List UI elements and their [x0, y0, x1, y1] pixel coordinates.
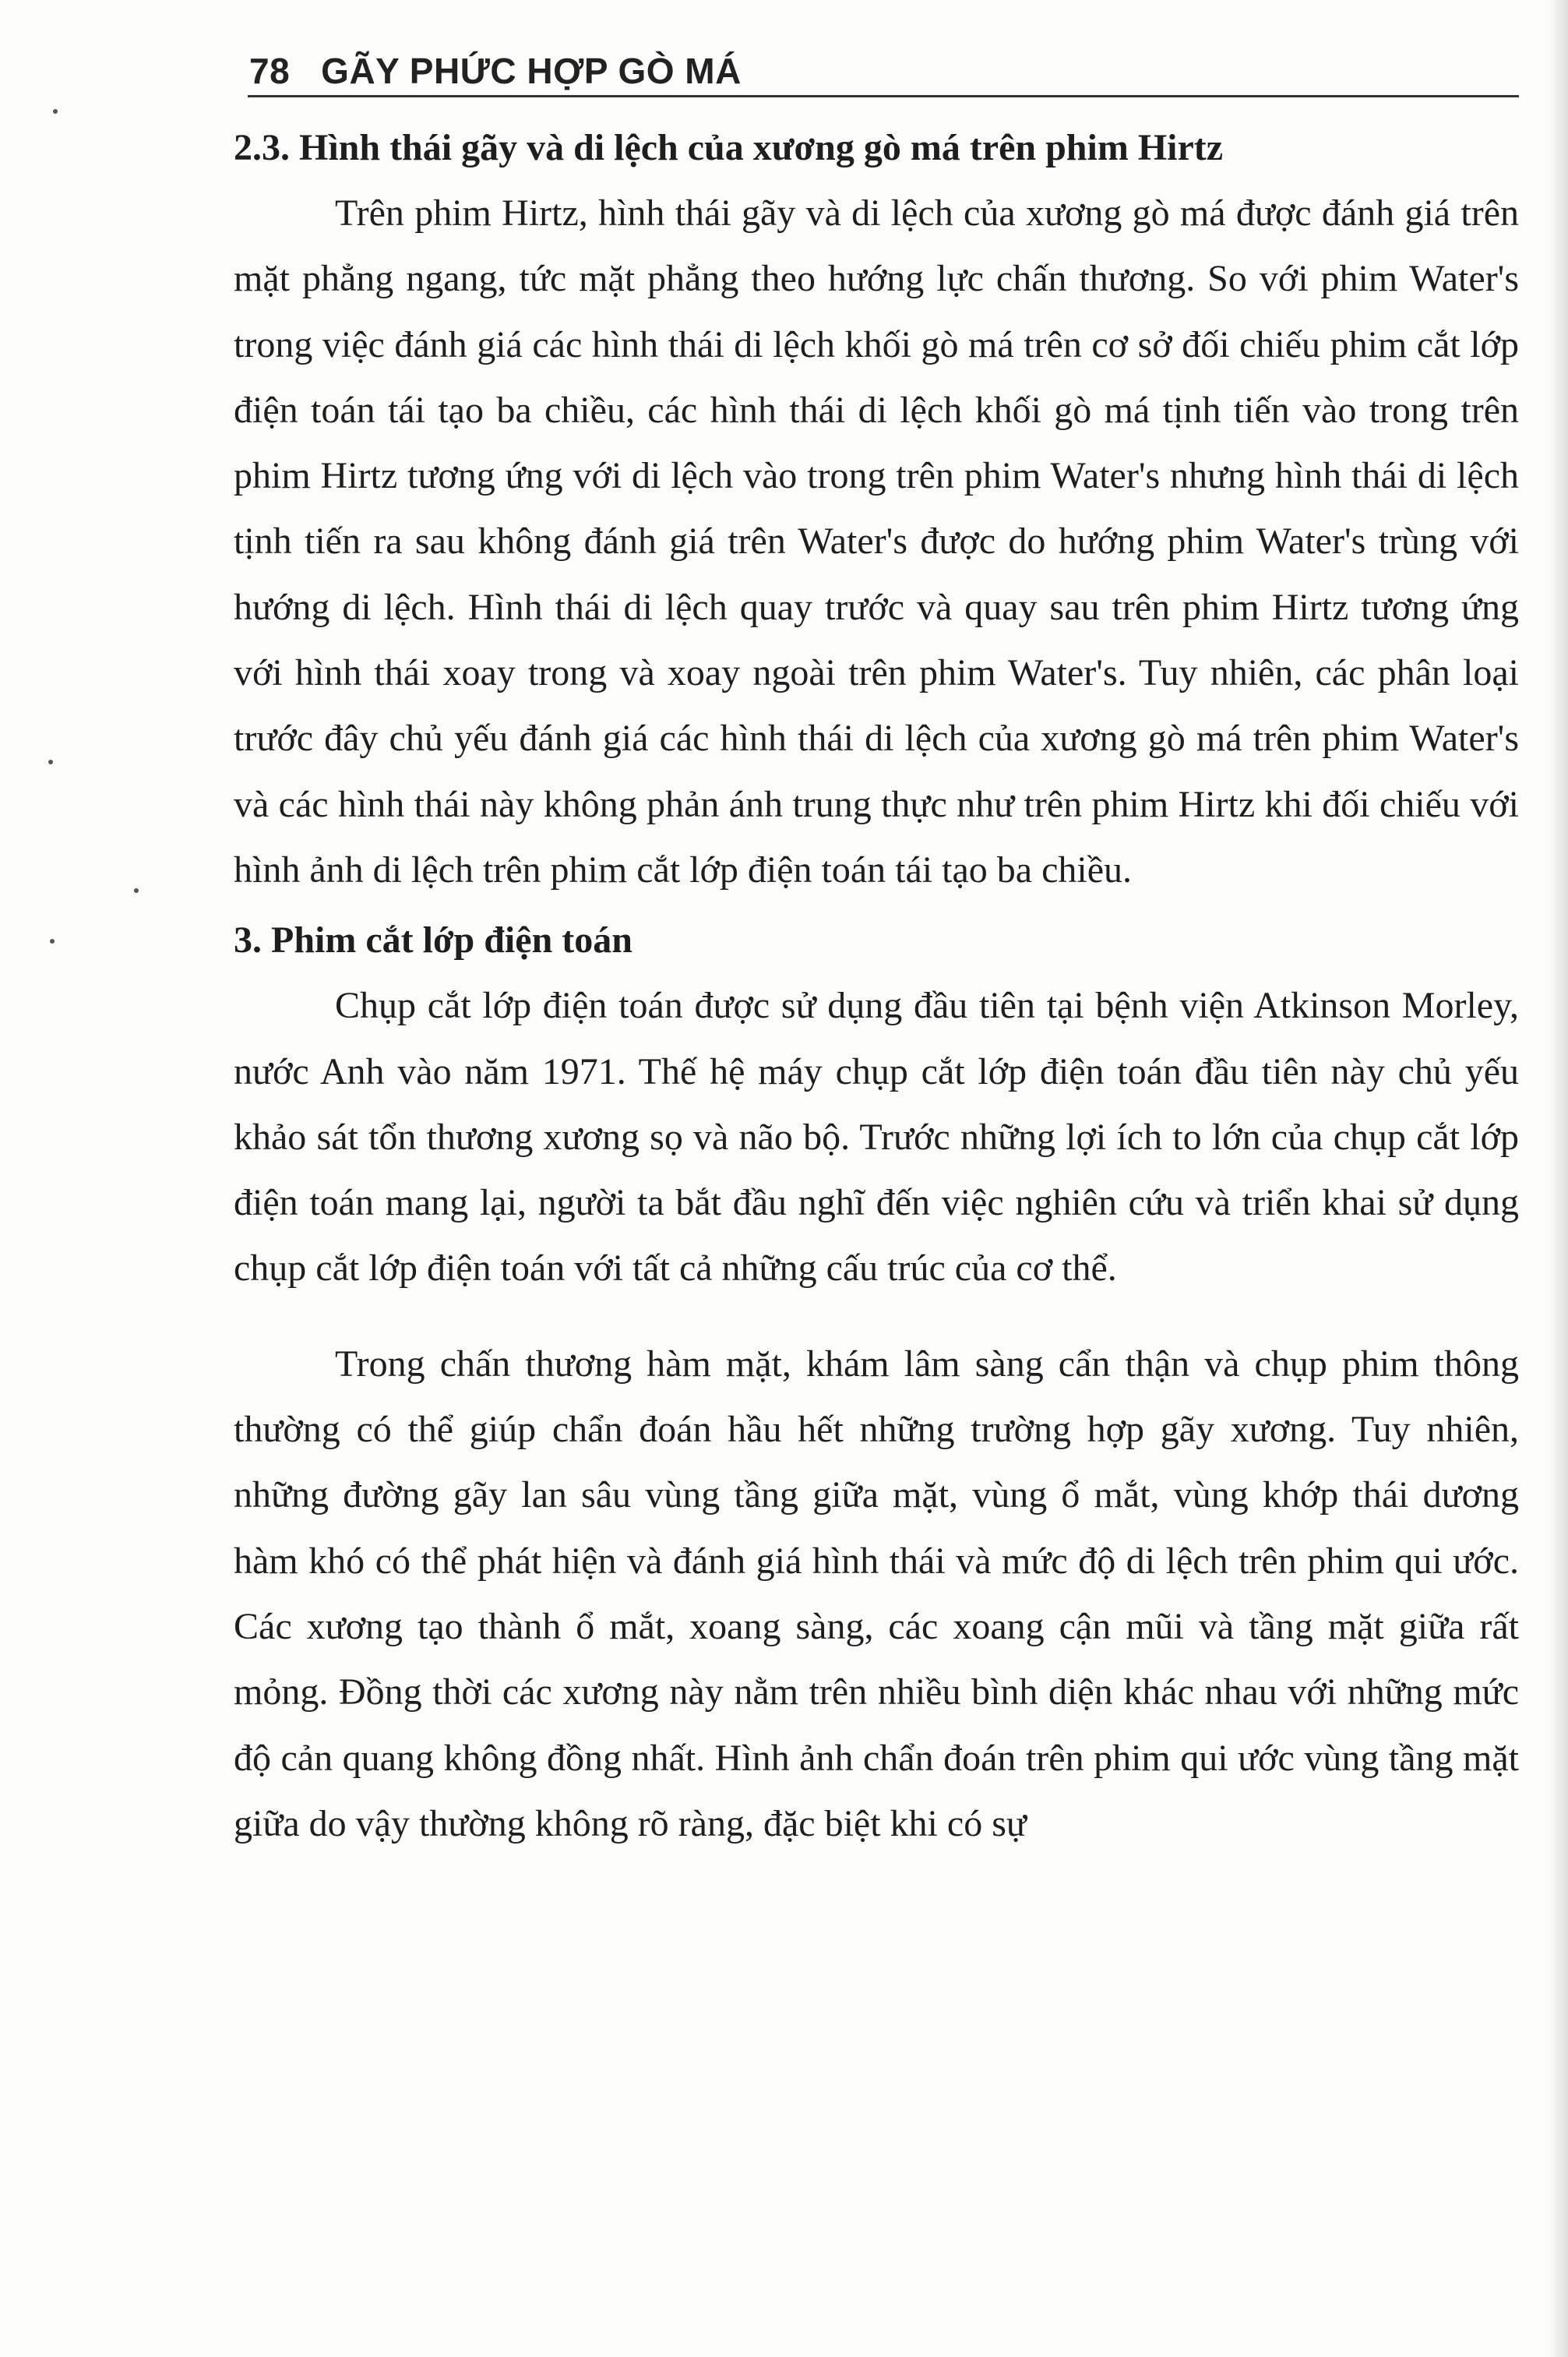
section-heading: 2.3. Hình thái gãy và di lệch của xương gò má trên phim Hirtz [234, 127, 1224, 168]
body-paragraph: Trên phim Hirtz, hình thái gãy và di lệch của xương gò má được đánh giá trên mặt phẳng ngang, tức mặt phẳng theo hướng lực chấn thương. So với phim Water's trong việc đánh giá các hình thái di lệch khối gò má trên cơ sở đối chiếu phim cắt lớp điện toán tái tạo ba chiều, các hình thái di lệch khối gò má tịnh tiến vào trong trên phim Hirtz tương ứng với di lệch vào trong trên phim Water's nhưng hình thái di lệch tịnh tiến ra sau không đánh giá trên Water's được do hướng phim Water's trùng với hướng di lệch. Hình thái di lệch quay trước và quay sau trên phim Hirtz tương ứng với hình thái xoay trong và xoay ngoài trên phim Water's. Tuy nhiên, các phân loại trước đây chủ yếu đánh giá các hình thái di lệch của xương gò má trên phim Water's và các hình thái này không phản ánh trung thực như trên phim Hirtz khi đối chiếu với hình ảnh di lệch trên phim cắt lớp điện toán tái tạo ba chiều. [234, 192, 1519, 891]
page-body [234, 115, 1519, 1857]
running-head [249, 37, 1519, 92]
scan-speck [50, 939, 55, 944]
page-number: 78 [249, 51, 291, 91]
header-rule [248, 95, 1519, 97]
section-2-3 [234, 115, 1519, 903]
body-paragraph: Trong chấn thương hàm mặt, khám lâm sàng cẩn thận và chụp phim thông thường có thể giúp chẩn đoán hầu hết những trường hợp gãy xương. Tuy nhiên, những đường gãy lan sâu vùng tầng giữa mặt, vùng ổ mắt, vùng khớp thái dương hàm khó có thể phát hiện và đánh giá hình thái và mức độ di lệch trên phim qui ước. Các xương tạo thành ổ mắt, xoang sàng, các xoang cận mũi và tầng mặt giữa rất mỏng. Đồng thời các xương này nằm trên nhiều bình diện khác nhau với những mức độ cản quang không đồng nhất. Hình ảnh chẩn đoán trên phim qui ước vùng tầng mặt giữa do vậy thường không rõ ràng, đặc biệt khi có sự [234, 1343, 1519, 1844]
section-3 [234, 908, 1519, 1857]
scan-speck [53, 109, 58, 114]
page-edge-shadow [1549, 0, 1568, 2357]
scan-speck [134, 888, 139, 893]
section-heading: 3. Phim cắt lớp điện toán [234, 919, 632, 962]
scan-speck [48, 760, 53, 764]
body-paragraph: Chụp cắt lớp điện toán được sử dụng đầu tiên tại bệnh viện Atkinson Morley, nước Anh vào năm 1971. Thế hệ máy chụp cắt lớp điện toán đầu tiên này chủ yếu khảo sát tổn thương xương sọ và não bộ. Trước những lợi ích to lớn của chụp cắt lớp điện toán mang lại, người ta bắt đầu nghĩ đến việc nghiên cứu và triển khai sử dụng chụp cắt lớp điện toán với tất cả những cấu trúc của cơ thể. [234, 985, 1519, 1290]
running-title: GÃY PHỨC HỢP GÒ MÁ [321, 51, 742, 91]
